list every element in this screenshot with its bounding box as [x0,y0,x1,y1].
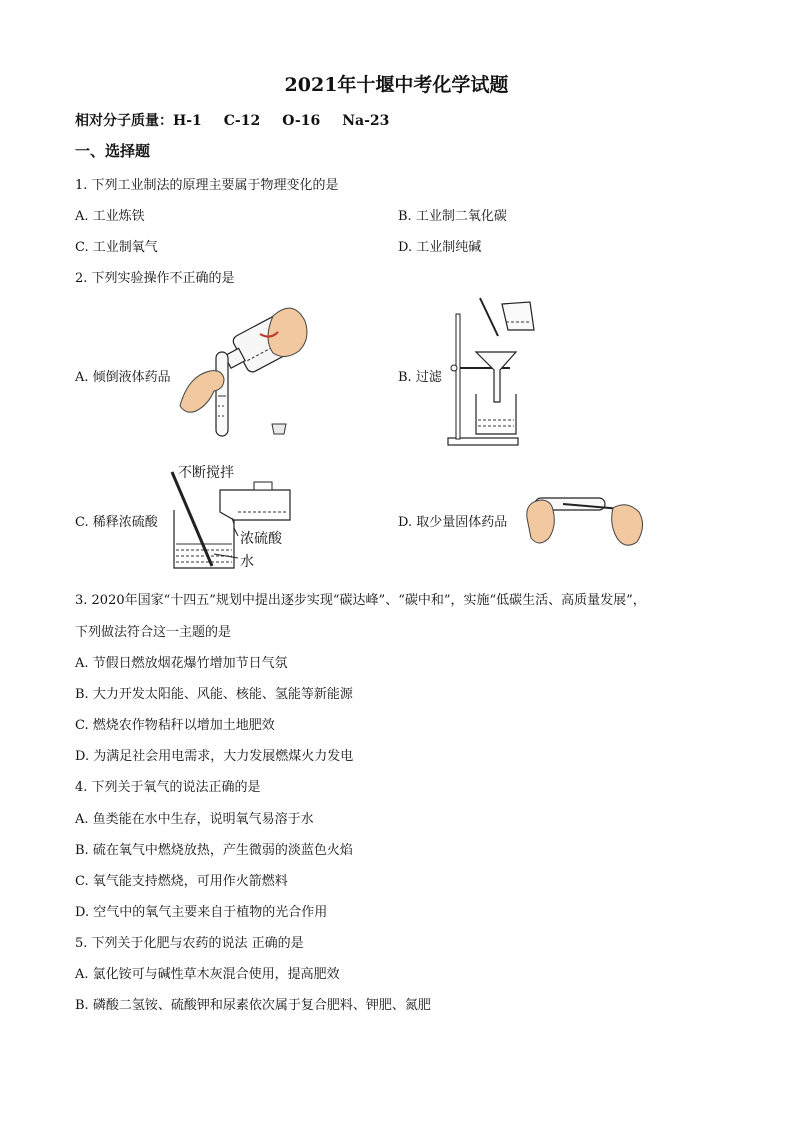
q3-stem-line1: 3. 2020年国家“十四五”规划中提出逐步实现“碳达峰”、“碳中和”，实施“低碳生活、高质量发展”， [75,593,646,608]
q2-option-b: B. 过滤 [398,370,442,385]
acid-label: 浓硫酸 [240,531,282,547]
q5-option-a: A. 氯化铵可与碱性草木灰混合使用，提高肥效 [75,967,340,982]
q4-stem: 4. 下列关于氧气的说法正确的是 [75,780,261,795]
q1-option-b: B. 工业制二氧化碳 [398,209,507,224]
pouring-liquid-figure [178,296,313,450]
water-label: 水 [240,554,254,570]
q2-option-a: A. 倾倒液体药品 [75,370,171,385]
q1-option-c: C. 工业制氧气 [75,240,158,255]
relative-mass-label: 相对分子质量： [75,113,173,129]
q4-option-d: D. 空气中的氧气主要来自于植物的光合作用 [75,905,328,920]
mass-c: C-12 [223,113,261,129]
mass-na: Na-23 [342,113,390,129]
page-title: 2021年十堰中考化学试题 [284,74,509,96]
q3-option-a: A. 节假日燃放烟花爆竹增加节日气氛 [75,656,288,671]
stir-label: 不断搅拌 [178,465,234,481]
q1-option-a: A. 工业炼铁 [75,209,145,224]
q5-stem: 5. 下列关于化肥与农药的说法 正确的是 [75,936,304,951]
filtration-figure [440,296,550,455]
q1-stem: 1. 下列工业制法的原理主要属于物理变化的是 [75,178,339,193]
section-heading: 一、选择题 [75,142,151,160]
q4-option-c: C. 氧气能支持燃烧，可用作火箭燃料 [75,874,288,889]
q5-option-b: B. 磷酸二氢铵、硫酸钾和尿素依次属于复合肥料、钾肥、氮肥 [75,998,431,1013]
relative-mass-line [75,110,411,130]
mass-h: H-1 [173,113,202,129]
q4-option-b: B. 硫在氧气中燃烧放热，产生微弱的淡蓝色火焰 [75,843,353,858]
q3-option-b: B. 大力开发太阳能、风能、核能、氢能等新能源 [75,687,353,702]
q2-option-c: C. 稀释浓硫酸 [75,515,158,530]
solid-sampling-figure [523,488,648,554]
q4-option-a: A. 鱼类能在水中生存，说明氧气易溶于水 [75,812,314,827]
mass-o: O-16 [282,113,321,129]
q2-stem: 2. 下列实验操作不正确的是 [75,271,235,286]
q3-option-d: D. 为满足社会用电需求，大力发展燃煤火力发电 [75,749,354,764]
q3-option-c: C. 燃烧农作物秸秆以增加土地肥效 [75,718,275,733]
q3-stem-line2: 下列做法符合这一主题的是 [75,625,232,640]
q2-option-d: D. 取少量固体药品 [398,515,508,530]
q1-option-d: D. 工业制纯碱 [398,240,482,255]
